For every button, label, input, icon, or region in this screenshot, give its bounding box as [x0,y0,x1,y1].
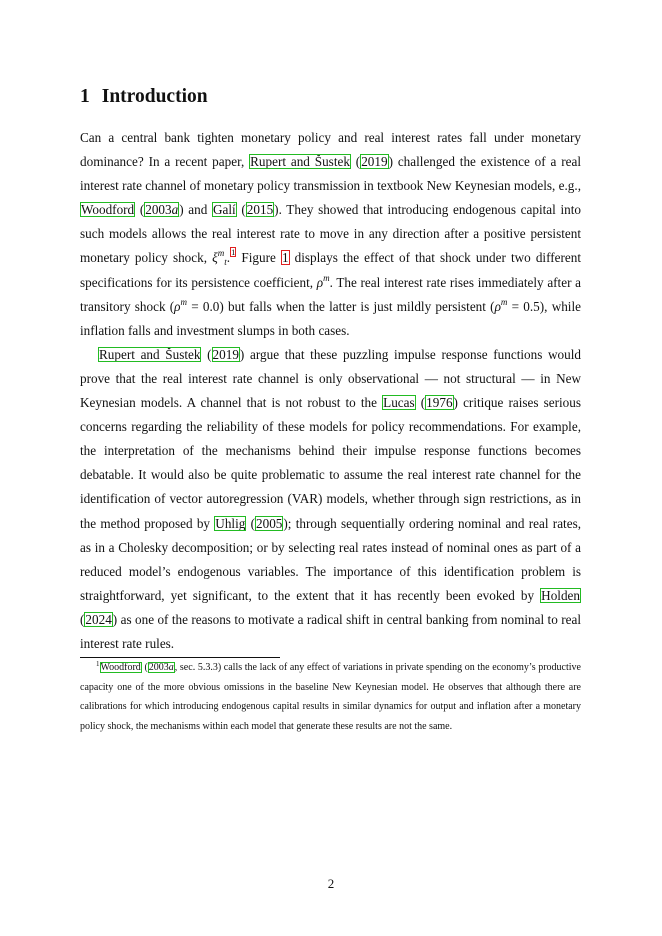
year-text: 2003 [148,662,169,673]
text-run: Can a central bank tighten monetary policy and real interest rates fall under monetary dominance? In a recent paper, [80,130,581,170]
text-run: Figure [236,250,281,266]
rho-symbol: ρ [494,298,501,314]
text-run: , sec. 5.3.3) calls the lack of any effect of variations in private spending on the economy’s productive capacity one of the more obvious omissions in the baseline New Keynesian model. He observes that although there are calibrations for which introducing endogenous capital results in similar dynamics for output and inflation after a monetary policy shock, the mechanisms within each model that generate these results are not the same. [80,662,581,732]
year-suffix: a [171,202,179,218]
year-text: 2003 [145,202,172,218]
math-xi [212,248,227,268]
citation-link-rupert-sustek-year[interactable]: 2019 [361,154,388,170]
citation-link-holden[interactable]: Holden [541,587,580,603]
text-run: ; through sequentially ordering nominal and real rates, as in a Cholesky decomposition; or by selecting real rates instead of nominal ones as part of a reduced model’s endogenous variables. The importance of this identification problem is straightforward, yet significant, to the extent that it has recently been evoked by [80,515,581,603]
text-run: and [183,202,212,218]
citation-link-uhlig-year[interactable]: 2005 [256,515,283,531]
citation-link-woodford[interactable]: Woodford [100,662,141,673]
citation-link-gali[interactable]: Galí [213,202,236,218]
citation-link-uhlig[interactable]: Uhlig [215,515,246,531]
citation-link-woodford-year[interactable] [144,202,179,217]
citation-link-rupert-sustek[interactable]: Rupert and Šustek [99,346,201,362]
citation-link-holden-year[interactable]: 2024 [85,611,112,627]
math-rho [174,296,187,314]
page-number: 2 [327,876,335,891]
rho-superscript: m [180,296,187,307]
text-run: = 0.5), while inflation falls and investment slumps in both cases. [80,298,581,338]
xi-superscript: m [217,248,225,259]
section-heading [80,86,208,108]
text-run: challenged the existence of a real interest rate channel of monetary policy transmission in textbook New Keynesian models, e.g., [80,154,581,194]
citation-link-lucas-year[interactable]: 1976 [426,395,453,411]
text-run: = 0.0) but falls when the latter is just mildly persistent ( [187,298,495,314]
footnote-1: $^1$Woodford (2003a, sec. 5.3.3) calls the lack of any effect of variations in private spending on the economy’s productive capacity one of the more obvious omissions in the baseline New Keynesian model. He observes that although there are calibrations for which introducing endogenous capital results in similar dynamics for output and inflation after a monetary policy shock, the mechanisms within each model that generate these results are not the same. [80,660,581,732]
text-run: as one of the reasons to motivate a radical shift in central banking from nominal to real interest rate rules. [80,611,581,651]
xi-subscript: t [224,257,227,268]
section-number: 1 [80,86,90,107]
section-title: Introduction [101,86,208,107]
footnote-number: 1 [96,660,100,668]
rho-symbol: ρ [316,274,324,290]
paragraph-1: Can a central bank tighten monetary policy and real interest rates fall under monetary dominance? In a recent paper, Rupert and Šustek (2019) challenged the existence of a real interest rate channel of monetary policy transmission in textbook New Keynesian models, e.g., Woodford (2003a) and Galí (2015). They showed that introducing endogenous capital into such models allows the real interest rate to move in any direction after a positive persistent monetary policy shock, $\xi^m_t.^1$ Figure 1 displays the effect of that shock under two different specifications for its persistence coefficient, $\rho^m$. The real interest rate rises immediately after a transitory shock $(\rho^m = 0.0)$ but falls when the latter is just mildly persistent $(\rho^m = 0.5)$, while inflation falls and investment slumps in both cases. [80,130,581,338]
paragraph-2: Rupert and Šustek (2019) argue that these puzzling impulse response functions would prove that the real interest rate channel is only observational — not structural — in New Keynesian models. A channel that is not robust to the Lucas (1976) critique raises serious concerns regarding the reliability of these models for policy recommendations. For example, the interpretation of the mechanisms behind their impulse response functions becomes debatable. It would also be quite problematic to assume the real interest rate channel for the identification of vector autoregression (VAR) models, whether through sign restrictions, as in the method proposed by Uhlig (2005); through sequentially ordering nominal and real rates, as in a Cholesky decomposition; or by selecting real rates instead of nominal ones as part of a reduced model’s endogenous variables. The importance of this identification problem is straightforward, yet significant, to the extent that it has recently been evoked by Holden (2024) as one of the reasons to motivate a radical shift in central banking from nominal to real interest rate rules. [80,346,582,651]
citation-link-woodford-year[interactable] [148,662,175,673]
math-rho [316,272,330,290]
xi-symbol: ξ [212,250,218,266]
rho-symbol: ρ [174,298,181,314]
text-run: critique raises serious concerns regarding the reliability of these models for policy recommendations. For example, the interpretation of the mechanisms behind their impulse response functions becomes debatable. It would also be quite problematic to assume the real interest rate channel for the identification of vector autoregression (VAR) models, whether through sign restrictions, as in the method proposed by [80,395,581,531]
citation-link-rupert-sustek-year[interactable]: 2019 [212,346,239,362]
text-run: . They showed that introducing endogenous capital into such models allows the real interest rate to move in any direction after a positive persistent monetary policy shock, [80,202,581,266]
footnote-marker-link[interactable]: 1 [231,247,236,258]
citation-link-gali-year[interactable]: 2015 [246,202,274,218]
rho-superscript: m [323,272,330,283]
citation-link-woodford[interactable]: Woodford [81,202,135,218]
text-run: argue that these puzzling impulse response functions would prove that the real interest rate channel is only observational — not structural — in New Keynesian models. A channel that is not robust to the [80,346,582,411]
rho-superscript: m [500,296,508,307]
figure-ref-link[interactable]: 1 [281,250,289,266]
text-run: . The real interest rate rises immediately after a transitory shock ( [80,274,581,314]
text-run: displays the effect of that shock under two different specifications for its persistence coefficient, [80,250,581,290]
footnote [80,658,581,736]
text-run: . [226,250,231,266]
body-text [80,126,581,656]
citation-link-rupert-sustek[interactable]: Rupert and Šustek [250,154,350,170]
year-suffix: a [168,662,174,673]
math-rho [494,296,508,314]
citation-link-lucas[interactable]: Lucas [383,395,415,411]
